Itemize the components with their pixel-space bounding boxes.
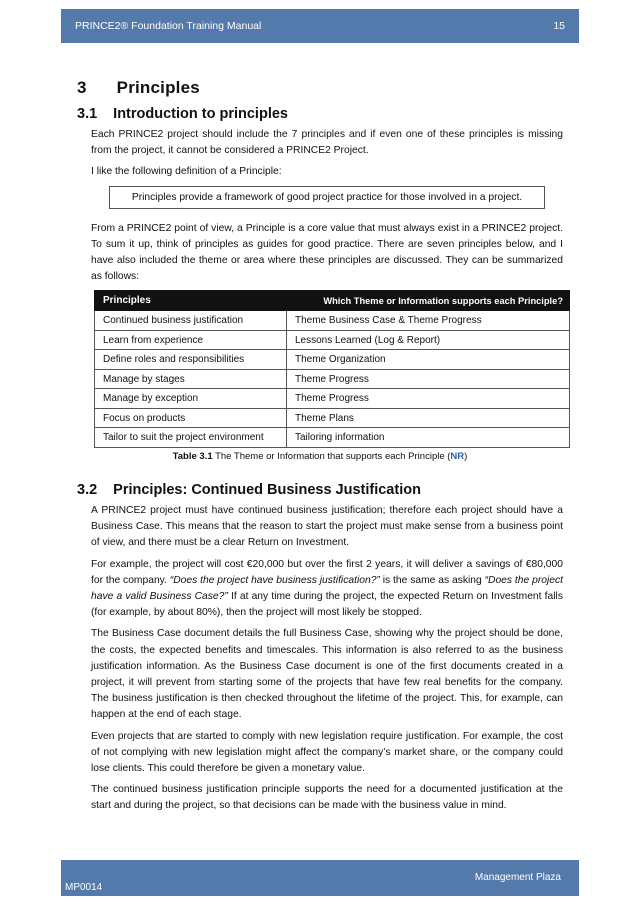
paragraph: A PRINCE2 project must have continued business justification; therefore each project should have a Business Case. This means that the reason to start the project must make sense from a business point of view, and there must be a clear Return on Investment. [91, 504, 563, 549]
table-cell: Tailoring information [287, 428, 570, 448]
table-row [95, 330, 570, 350]
definition-box: Principles provide a framework of good project practice for those involved in a project. [109, 186, 545, 209]
caption-label: Table 3.1 [172, 450, 213, 462]
table-caption [77, 451, 563, 462]
chapter-title: Principles [116, 78, 200, 97]
table-cell: Continued business justification [95, 311, 287, 331]
table-cell: Theme Progress [287, 369, 570, 389]
header-title: PRINCE2® Foundation Training Manual [75, 20, 262, 32]
caption-text: The Theme or Information that supports each Principle ( [212, 450, 451, 462]
paragraph: Even projects that are started to comply with new legislation require justification. For example, the cost of not complying with new legislation might affect the company’s market share, or the company could lose clients. This could therefore be given a monetary value. [91, 730, 563, 774]
table-header-theme: Which Theme or Information supports each Principle? [287, 291, 570, 311]
table-row [95, 428, 570, 448]
table-cell: Theme Plans [287, 408, 570, 428]
paragraph: The continued business justification principle supports the need for a documented justification at the start and during the project, so that decisions can be made with the business value in mind. [91, 784, 563, 812]
table-row [95, 389, 570, 409]
table-cell: Theme Progress [287, 389, 570, 409]
section-3-1-body [77, 127, 563, 285]
table-row [95, 350, 570, 370]
table-row [95, 311, 570, 331]
footer-brand: Management Plaza [474, 872, 561, 883]
paragraph: I like the following definition of a Principle: [91, 166, 282, 178]
table-cell: Focus on products [95, 408, 287, 428]
caption-nr: NR [450, 450, 465, 462]
text-run: For example, the project will cost €20,000 but over the first 2 years, it will deliver a savings of €80,000 for the company. [91, 558, 563, 586]
section-number: 3.1 [77, 106, 98, 122]
text-run: If at any time during the project, the expected Return on Investment falls (for example, by about 80%), then the project will most likely be stopped. [91, 590, 563, 619]
section-title: Introduction to principles [113, 106, 288, 122]
table-cell: Manage by exception [95, 389, 287, 409]
paragraph-example [91, 557, 563, 622]
text-run: is the same as asking [379, 574, 485, 586]
page-footer [61, 860, 579, 896]
table-row [95, 369, 570, 389]
table-cell: Manage by stages [95, 369, 287, 389]
chapter-heading [77, 78, 563, 98]
table-cell: Lessons Learned (Log & Report) [287, 330, 570, 350]
table-cell: Define roles and responsibilities [95, 350, 287, 370]
table-header-principles: Principles [95, 291, 287, 311]
italic-question: “Does the project have a valid Business Case?” [91, 574, 564, 602]
section-heading-3-2 [77, 482, 563, 498]
footer-code: MP0014 [65, 882, 103, 893]
table-cell: Theme Business Case & Theme Progress [287, 311, 570, 331]
page-number: 15 [553, 20, 565, 32]
section-3-2-body [77, 503, 563, 815]
page-header [61, 9, 579, 43]
paragraph: The Business Case document details the full Business Case, showing why the project should be done, the costs, the expected benefits and timescales. This information is also referred to as the business justification information. As the Business Case document is one of the first documents created in a project, it will prevent from starting some of the projects that have few real benefits for the company. The business justification is then checked throughout the lifetime of the project. This, for example, can happen at the end of each stage. [91, 628, 563, 721]
section-title: Principles: Continued Business Justification [113, 481, 421, 498]
paragraph: Each PRINCE2 project should include the 7 principles and if even one of these principles is missing from the project, it cannot be considered a PRINCE2 Project. [91, 129, 563, 157]
page-content [77, 78, 563, 820]
section-number: 3.2 [77, 481, 98, 498]
section-heading-3-1 [77, 106, 563, 122]
table-cell: Theme Organization [287, 350, 570, 370]
principles-table [94, 290, 570, 448]
table-header-row [95, 291, 570, 311]
caption-end: ) [464, 450, 468, 462]
table-cell: Learn from experience [95, 330, 287, 350]
table-row [95, 408, 570, 428]
paragraph: From a PRINCE2 point of view, a Principle is a core value that must always exist in a PRINCE2 project. To sum it up, think of principles as guides for good practice. There are seven principles below, and I have also included the theme or area where these principles are discussed. They can be summarized as follows: [91, 222, 563, 283]
table-cell: Tailor to suit the project environment [95, 428, 287, 448]
italic-question: “Does the project have business justification?” [169, 574, 380, 586]
chapter-number: 3 [77, 78, 87, 97]
